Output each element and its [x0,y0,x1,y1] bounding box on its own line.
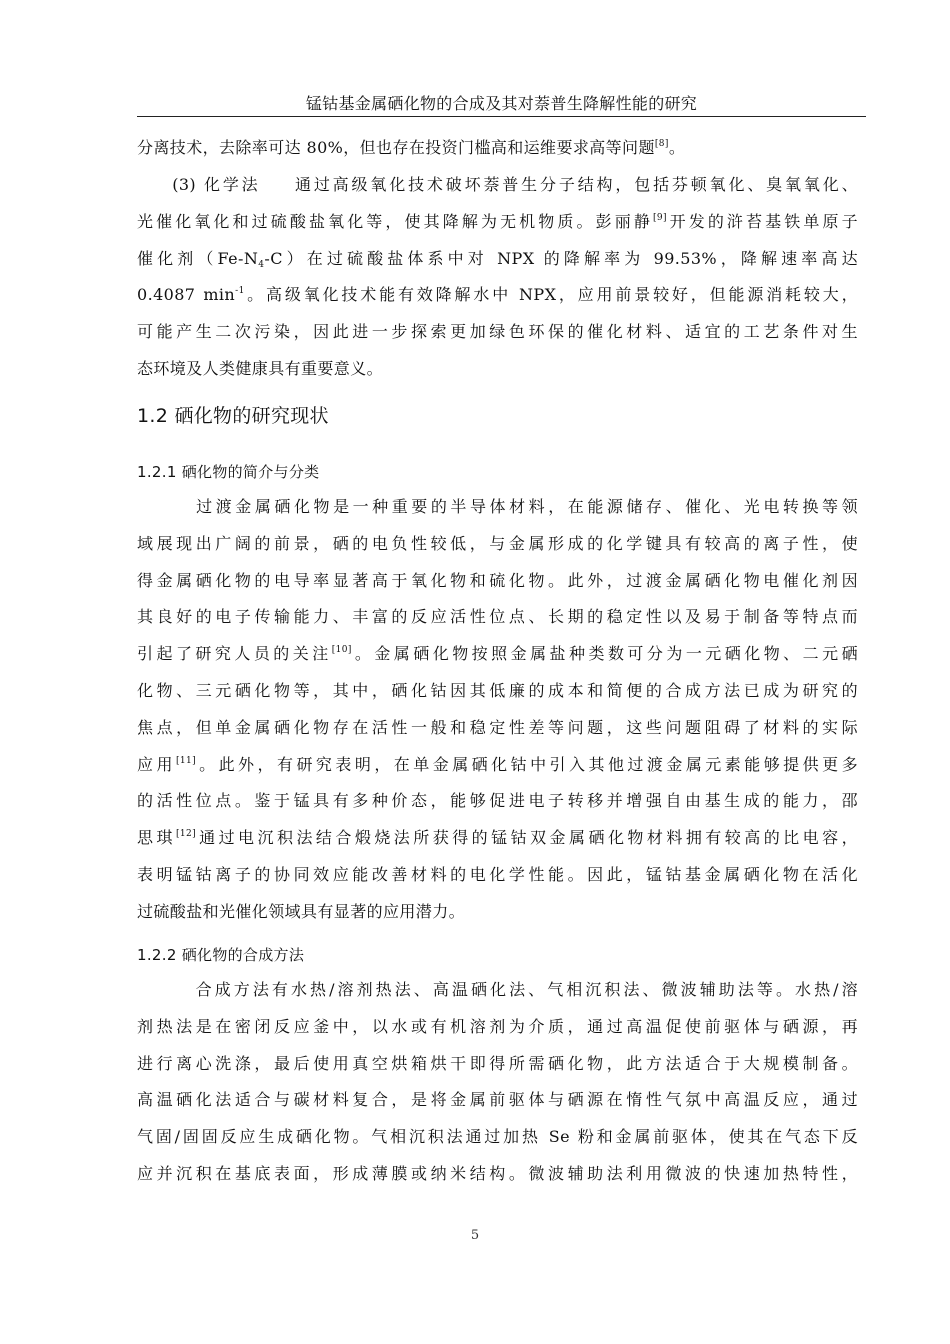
text-line: 过硫酸盐和光催化领域具有显著的应用潜力。 [137,901,466,921]
citation-11: [11] [175,755,197,766]
text-line [137,820,858,857]
text-line: 剂热法是在密闭反应釜中，以水或有机溶剂为介质，通过高温促使前驱体与硒源，再 [137,1016,858,1036]
text-line [137,277,858,314]
method-label: (3) 化学法 [172,175,261,194]
text-span: 分离技术，去除率可达 80%，但也存在投资门槛高和运维要求高等问题 [137,138,655,157]
running-header: 锰钴基金属硒化物的合成及其对萘普生降解性能的研究 [305,94,698,113]
text-span: -C）在过硫酸盐体系中对 NPX 的降解率为 99.53%，降解速率高达 [264,248,858,268]
text-span: 0.4087 min [137,285,236,305]
text-line [137,130,858,167]
text-line [137,747,858,784]
text-span: 。高级氧化技术能有效降解水中 NPX，应用前景较好，但能源消耗较大， [244,285,859,305]
paragraph-synthesis-methods [137,972,858,1193]
text-line: 态环境及人类健康具有重要意义。 [137,358,384,378]
text-span: 过渡金属硒化物是一种重要的半导体材料，在能源储存、催化、光电转换等领 [193,497,858,516]
paragraph-chemical-method [137,167,858,388]
section-heading-1-2-1: 1.2.1 硒化物的简介与分类 [137,463,320,481]
text-span: 光催化氧化和过硫酸盐氧化等，使其降解为无机物质。彭丽静 [137,211,653,231]
text-line: 域展现出广阔的前景，硒的电负性较低，与金属形成的化学键具有较高的离子性，使 [137,533,858,553]
text-span: 。此外，有研究表明，在单金属硒化钴中引入其他过渡金属元素能够提供更多 [196,754,858,774]
text-span: 。金属硒化物按照金属盐种类数可分为一元硒化物、二元硒 [351,644,858,664]
text-line [137,489,858,526]
text-span: 引起了研究人员的关注 [137,644,332,664]
text-span: 开发的浒苔基铁单原子 [666,211,858,231]
text-line: 焦点，但单金属硒化物存在活性一般和稳定性差等问题，这些问题阻碍了材料的实际 [137,717,858,737]
text-span: 通过电沉积法结合煅烧法所获得的锰钴双金属硒化物材料拥有较高的比电容， [196,828,858,848]
text-line: 气固/固固反应生成硒化物。气相沉积法通过加热 Se 粉和金属前驱体，使其在气态下反 [137,1127,858,1147]
subscript-4: 4 [258,259,265,270]
section-heading-1-2: 1.2 硒化物的研究现状 [137,405,329,427]
header-rule [137,116,866,117]
text-line: 进行离心洗涤，最后使用真空烘箱烘干即得所需硒化物，此方法适合于大规模制备。 [137,1053,858,1073]
paragraph-selenide-intro [137,489,858,931]
citation-9: [9] [652,212,667,223]
citation-12: [12] [175,829,197,840]
text-line [137,241,858,278]
paragraph-continuation [137,130,858,167]
citation-10: [10] [331,645,352,656]
text-line [137,636,858,673]
text-line: 得金属硒化物的电导率显著高于氧化物和硫化物。此外，过渡金属硒化物电催化剂因 [137,570,858,590]
text-line [137,972,858,1009]
text-line [137,204,858,241]
text-line: 其良好的电子传输能力、丰富的反应活性位点、长期的稳定性以及易于制备等特点而 [137,607,858,627]
section-heading-1-2-2: 1.2.2 硒化物的合成方法 [137,946,305,964]
text-span: 通过高级氧化技术破坏萘普生分子结构，包括芬顿氧化、臭氧氧化、 [292,175,858,194]
text-line: 可能产生二次污染，因此进一步探索更加绿色环保的催化材料、适宜的工艺条件对生 [137,322,858,342]
text-line: 高温硒化法适合与碳材料复合，是将金属前驱体与硒源在惰性气氛中高温反应，通过 [137,1090,858,1110]
page-number: 5 [470,1228,480,1243]
citation-8: [8] [654,139,669,149]
text-line: 应并沉积在基底表面，形成薄膜或纳米结构。微波辅助法利用微波的快速加热特性， [137,1163,858,1183]
text-span: 催化剂（Fe-N [137,248,259,268]
text-span: 合成方法有水热/溶剂热法、高温硒化法、气相沉积法、微波辅助法等。水热/溶 [193,980,858,999]
text-line: 化物、三元硒化物等，其中，硒化钴因其低廉的成本和简便的合成方法已成为研究的 [137,680,858,700]
text-span: 。 [668,138,686,157]
text-line [137,167,858,204]
text-span: 思琪 [137,828,176,848]
text-span: 应用 [137,754,176,774]
superscript-neg1: -1 [235,286,245,297]
text-line: 表明锰钴离子的协同效应能改善材料的电化学性能。因此，锰钴基金属硒化物在活化 [137,864,858,884]
text-line: 的活性位点。鉴于锰具有多种价态，能够促进电子转移并增强自由基生成的能力，邵 [137,791,858,811]
